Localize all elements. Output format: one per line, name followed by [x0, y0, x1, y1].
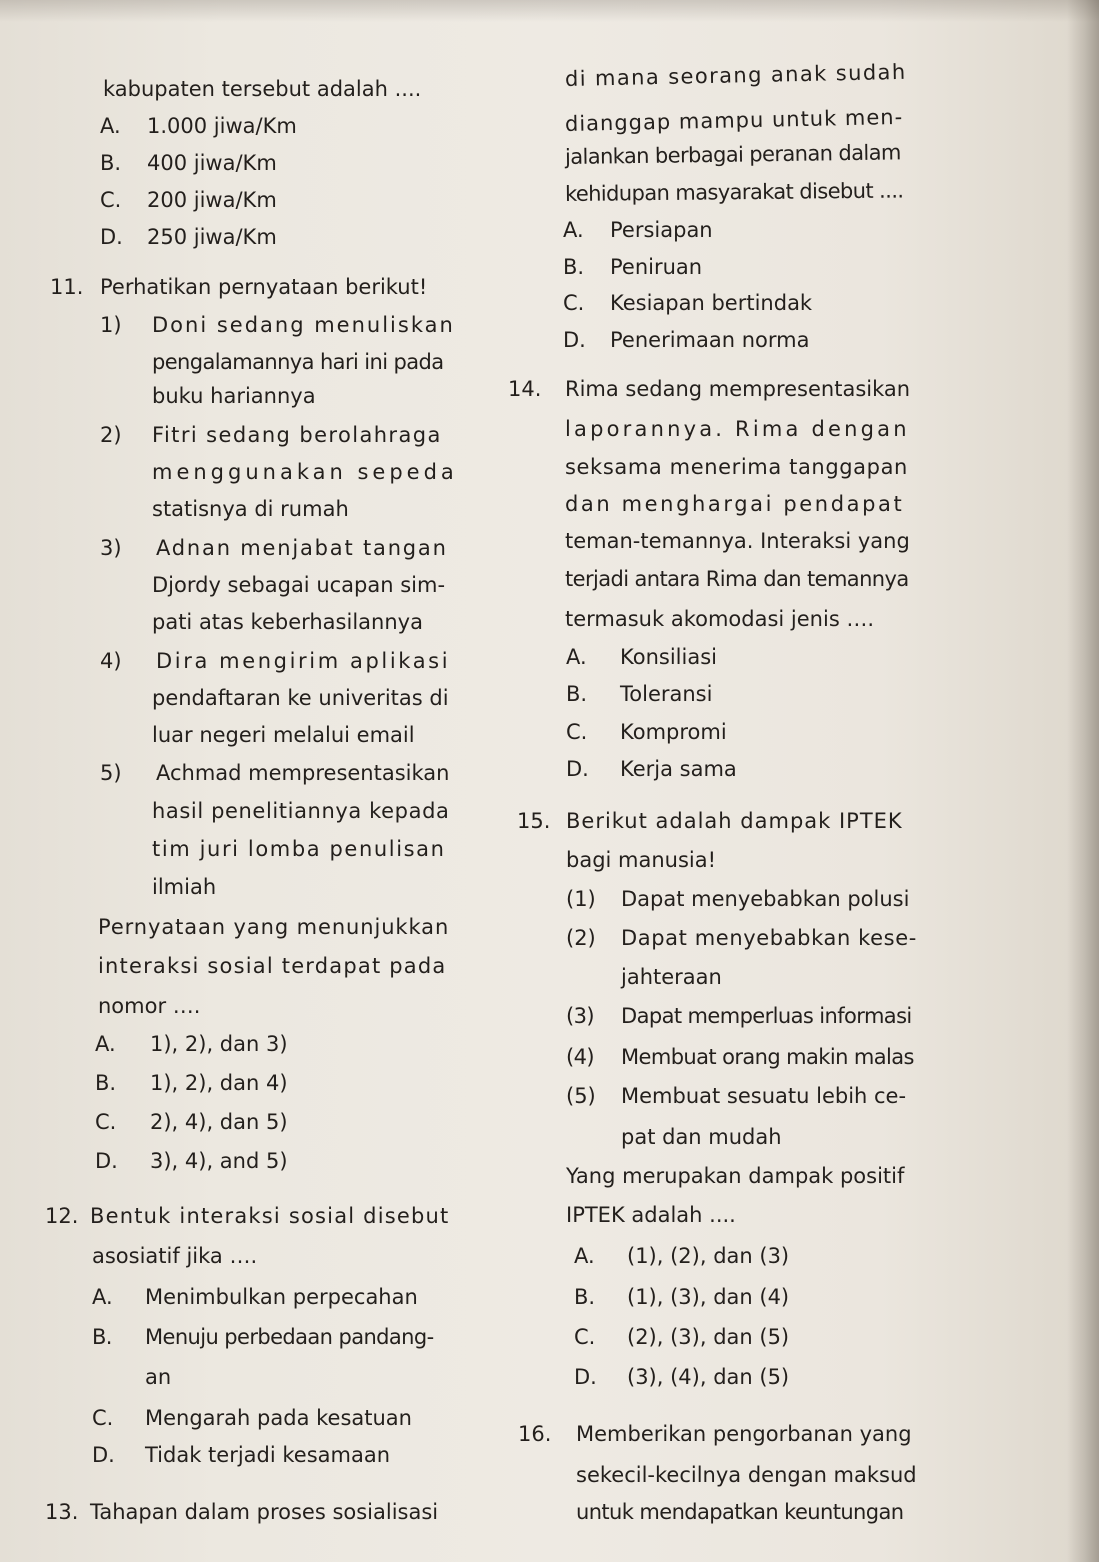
q13-stem-line-3: dianggap mampu untuk men- [564, 104, 904, 136]
q11-intro: 11. Perhatikan pernyataan berikut! [50, 275, 428, 299]
q10-option-a: A. 1.000 jiwa/Km [100, 114, 297, 138]
q11-question-line-3: nomor …. [98, 994, 201, 1018]
q14-option-c: C. Kompromi [566, 720, 727, 744]
q14-option-d: D. Kerja sama [566, 757, 737, 781]
q15-question-line-1: Yang merupakan dampak positif [566, 1164, 905, 1188]
q15-option-a: A. (1), (2), dan (3) [574, 1244, 790, 1268]
q15-item-4: (4) Membuat orang makin malas [566, 1045, 914, 1069]
q14-option-b: B. Toleransi [566, 682, 713, 706]
q14-stem-line-7: termasuk akomodasi jenis …. [565, 607, 875, 631]
q11-option-b: B. 1), 2), dan 4) [95, 1071, 288, 1095]
q11-statement-3-line-3: pati atas keberhasilannya [152, 610, 423, 634]
q16-stem-line-2: sekecil-kecilnya dengan maksud [576, 1463, 917, 1487]
q11-option-d: D. 3), 4), and 5) [95, 1149, 288, 1173]
q12-stem-line-1: 12. Bentuk interaksi sosial disebut [45, 1204, 450, 1228]
q12-option-b-continued: an [145, 1365, 172, 1389]
q11-option-c: C. 2), 4), dan 5) [95, 1110, 288, 1134]
q15-option-d: D. (3), (4), dan (5) [574, 1365, 790, 1389]
q11-statement-2-line-2: menggunakan sepeda [152, 460, 458, 484]
q12-option-c: C. Mengarah pada kesatuan [92, 1406, 412, 1430]
q10-option-d: D. 250 jiwa/Km [100, 225, 277, 249]
q13-option-c: C. Kesiapan bertindak [563, 291, 813, 315]
q11-statement-1-line-3: buku hariannya [152, 384, 316, 408]
q15-option-c: C. (2), (3), dan (5) [574, 1325, 790, 1349]
q15-stem-line-2: bagi manusia! [566, 848, 717, 872]
q15-item-2-line-2: jahteraan [621, 965, 722, 989]
q13-option-a: A. Persiapan [563, 218, 713, 242]
q15-question-line-2: IPTEK adalah .... [566, 1203, 736, 1227]
q11-statement-4: 4) Dira mengirim aplikasi [100, 649, 451, 673]
q11-statement-1-line-2: pengalamannya hari ini pada [152, 350, 444, 374]
q15-item-5-line-2: pat dan mudah [621, 1125, 782, 1149]
q15-item-1: (1) Dapat menyebabkan polusi [566, 887, 910, 911]
q14-stem-line-2: laporannya. Rima dengan [565, 417, 910, 441]
q13-option-b: B. Peniruan [563, 255, 703, 279]
q13-stem-line-2: di mana seorang anak sudah [564, 59, 907, 91]
q11-statement-5: 5) Achmad mempresentasikan [100, 761, 450, 785]
q14-stem-line-3: seksama menerima tanggapan [565, 455, 908, 479]
q14-stem-line-1: 14. Rima sedang mempresentasikan [508, 377, 911, 401]
q15-stem-line-1: 15. Berikut adalah dampak IPTEK [517, 809, 903, 833]
q13-option-d: D. Penerimaan norma [563, 328, 810, 352]
q14-stem-line-4: dan menghargai pendapat [565, 492, 905, 516]
q11-statement-5-line-2: hasil penelitiannya kepada [152, 799, 450, 823]
q15-item-2: (2) Dapat menyebabkan kese- [566, 926, 917, 950]
q11-question-line-1: Pernyataan yang menunjukkan [98, 915, 450, 939]
q11-statement-2-line-3: statisnya di rumah [152, 497, 349, 521]
q15-option-b: B. (1), (3), dan (4) [574, 1285, 790, 1309]
q14-option-a: A. Konsiliasi [566, 645, 717, 669]
q11-statement-4-line-2: pendaftaran ke univeritas di [152, 686, 449, 710]
q14-stem-line-5: teman-temannya. Interaksi yang [565, 529, 910, 553]
q11-statement-5-line-4: ilmiah [152, 875, 217, 899]
q11-question-line-2: interaksi sosial terdapat pada [98, 954, 447, 978]
page-binding-shadow [1067, 0, 1099, 1562]
q14-stem-line-6: terjadi antara Rima dan temannya [565, 567, 909, 591]
q11-option-a: A. 1), 2), dan 3) [95, 1032, 288, 1056]
q15-item-3: (3) Dapat memperluas informasi [566, 1004, 912, 1028]
q13-stem-line-4: jalankan berbagai peranan dalam [564, 140, 901, 169]
q13-stem-start: 13. Tahapan dalam proses sosialisasi [45, 1500, 439, 1524]
q11-statement-3: 3) Adnan menjabat tangan [100, 536, 448, 560]
q16-stem-line-3: untuk mendapatkan keuntungan [576, 1500, 904, 1524]
q16-stem-line-1: 16. Memberikan pengorbanan yang [518, 1422, 912, 1446]
q11-statement-2: 2) Fitri sedang berolahraga [100, 423, 442, 447]
q12-option-a: A. Menimbulkan perpecahan [92, 1285, 418, 1309]
q12-option-b: B. Menuju perbedaan pandang- [92, 1325, 434, 1349]
q11-statement-3-line-2: Djordy sebagai ucapan sim- [152, 573, 446, 597]
q13-stem-line-5: kehidupan masyarakat disebut .... [564, 178, 904, 206]
q15-item-5: (5) Membuat sesuatu lebih ce- [566, 1084, 907, 1108]
q11-statement-5-line-3: tim juri lomba penulisan [152, 837, 446, 861]
q12-option-d: D. Tidak terjadi kesamaan [92, 1443, 391, 1467]
q12-stem-line-2: asosiatif jika …. [92, 1244, 258, 1268]
q11-statement-1: 1) Doni sedang menuliskan [100, 313, 455, 337]
q10-option-c: C. 200 jiwa/Km [100, 188, 277, 212]
q10-option-b: B. 400 jiwa/Km [100, 151, 277, 175]
page-top-shadow [0, 0, 1099, 22]
q11-statement-4-line-3: luar negeri melalui email [152, 723, 415, 747]
q10-stem-end: kabupaten tersebut adalah .... [103, 77, 422, 101]
